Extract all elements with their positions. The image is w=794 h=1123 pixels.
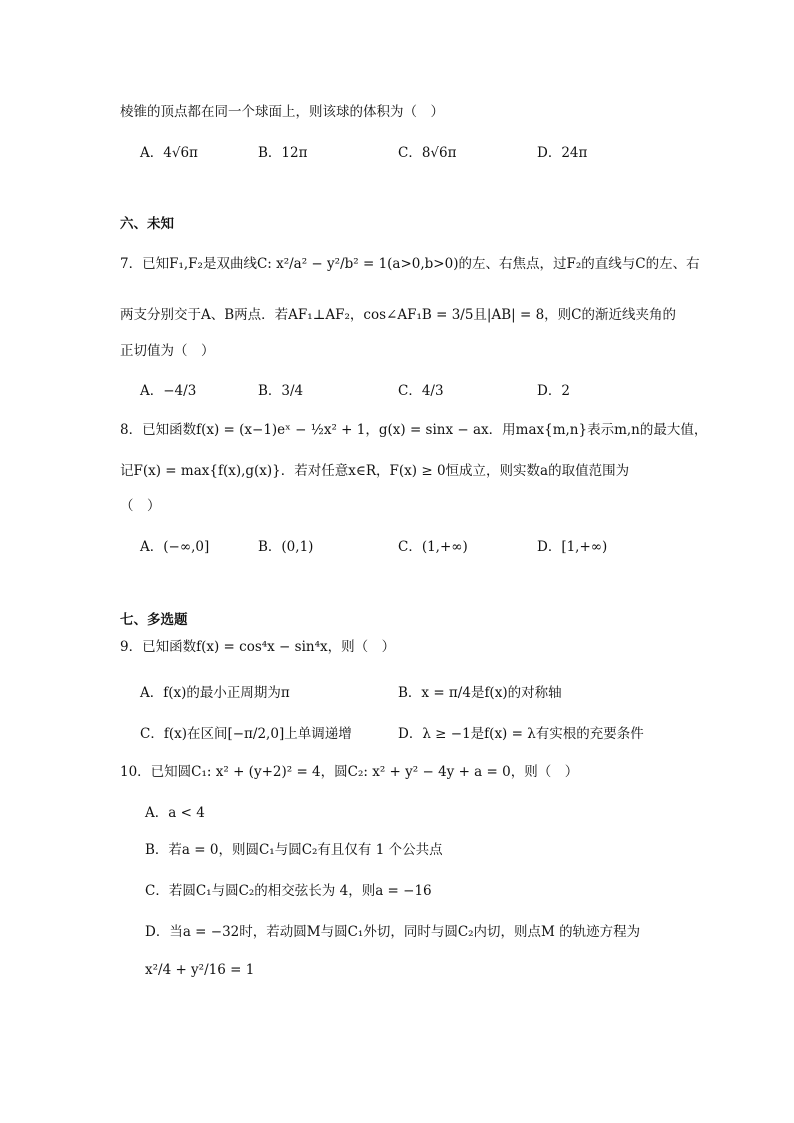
q9-option-d: D．λ ≥ −1是f(x) = λ有实根的充要条件 [398, 726, 644, 742]
q10-line-1: 10．已知圆C₁: x² + (y+2)² = 4，圆C₂: x² + y² − 4y + a = 0，则（ ） [120, 764, 579, 780]
q7-line-1: 7．已知F₁,F₂是双曲线C: x²/a² − y²/b² = 1(a>0,b>0)的左、右焦点，过F₂的直线与C的左、右 [120, 256, 700, 272]
q7-line-2: 两支分别交于A、B两点．若AF₁⊥AF₂，cos∠AF₁B = 3/5且|AB| = 8，则C的渐近线夹角的 [120, 307, 676, 323]
q8-line-3: （ ） [120, 498, 161, 514]
q10-option-a: A．a < 4 [145, 805, 205, 821]
q8-line-2: 记F(x) = max{f(x),g(x)}．若对任意x∈R，F(x) ≥ 0恒成立，则实数a的取值范围为 [120, 463, 630, 479]
q10-option-d-equation: x²/4 + y²/16 = 1 [145, 962, 255, 978]
q7-line-3: 正切值为（ ） [120, 343, 215, 359]
q9-option-c: C．f(x)在区间[−π/2,0]上单调递增 [140, 726, 352, 742]
q7-option-a: A．−4/3 [140, 383, 197, 399]
section-heading-multi: 七、多选题 [120, 612, 188, 628]
q8-option-d: D．[1,+∞) [537, 539, 608, 555]
q8-option-c: C．(1,+∞) [398, 539, 468, 555]
q6-option-b: B．12π [258, 145, 308, 161]
q7-option-b: B．3/4 [258, 383, 304, 399]
q10-option-c: C．若圆C₁与圆C₂的相交弦长为 4，则a = −16 [145, 883, 432, 899]
q6-option-c: C．8√6π [398, 145, 457, 161]
q6-option-d: D．24π [537, 145, 588, 161]
q10-option-b: B．若a = 0，则圆C₁与圆C₂有且仅有 1 个公共点 [145, 842, 443, 858]
q9-line-1: 9．已知函数f(x) = cos⁴x − sin⁴x，则（ ） [120, 639, 396, 655]
q6-stem: 棱锥的顶点都在同一个球面上，则该球的体积为（ ） [120, 104, 444, 120]
q8-option-a: A．(−∞,0] [140, 539, 210, 555]
q7-option-d: D．2 [537, 383, 570, 399]
q10-option-d: D．当a = −32时，若动圆M与圆C₁外切，同时与圆C₂内切，则点M 的轨迹方程为 [145, 924, 641, 940]
section-heading-unknown: 六、未知 [120, 216, 174, 232]
q6-option-a: A．4√6π [140, 145, 198, 161]
q9-option-a: A．f(x)的最小正周期为π [140, 685, 290, 701]
q8-line-1: 8．已知函数f(x) = (x−1)eˣ − ½x² + 1，g(x) = sinx − ax．用max{m,n}表示m,n的最大值， [120, 422, 708, 438]
q9-option-b: B．x = π/4是f(x)的对称轴 [398, 685, 562, 701]
q7-option-c: C．4/3 [398, 383, 444, 399]
q8-option-b: B．(0,1) [258, 539, 314, 555]
